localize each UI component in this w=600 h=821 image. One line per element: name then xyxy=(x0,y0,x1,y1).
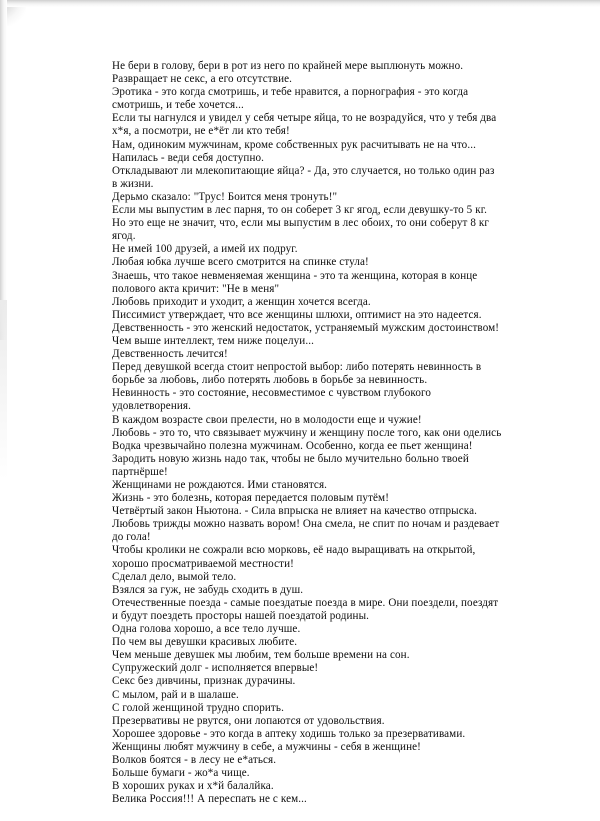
document-text-line: С мылом, рай и в шалаше. xyxy=(112,688,239,701)
document-text-line: Одна голова хорошо, а все тело лучше. xyxy=(112,623,301,636)
document-text-line: Зародить новую жизнь надо так, чтобы не было мучительно больно твоей партнёрше! xyxy=(112,452,469,478)
document-text-line: Больше бумаги - жо*а чище. xyxy=(112,767,250,780)
document-text-line: Знаешь, что такое невменяемая женщина - это та женщина, которая в конце полового акта кричит: "Не в меня" xyxy=(112,269,478,295)
document-text-line: Любая юбка лучше всего смотрится на спинке стула! xyxy=(112,256,369,269)
document-text-line: Жизнь - это болезнь, которая передается половым путём! xyxy=(112,492,389,505)
document-text-line: Невинность - это состояние, несовместимое с чувством глубокого удовлетворения. xyxy=(112,387,432,413)
document-text-line: Не имей 100 друзей, а имей их подруг. xyxy=(112,243,298,256)
document-text-line: Любовь трижды можно назвать вором! Она смела, не спит по ночам и раздевает до гола! xyxy=(112,518,500,544)
document-text-line: В хороших руках и х*й балалйка. xyxy=(112,780,274,793)
document-text-line: Пиccимист утверждает, что все женщины шлюхи, оптимист на это надеется. xyxy=(112,308,482,321)
document-text-line: Женщинами не рождаются. Ими становятся. xyxy=(112,479,328,491)
document-text-line: Велика Россия!!! А переспать не с кем... xyxy=(112,793,307,806)
document-text-line: Хорошее здоровье - это когда в аптеку ходишь только за презервативами. xyxy=(112,727,466,740)
document-text-line: По чем вы девушки красивых любите. xyxy=(112,636,298,649)
document-text-line: С голой женщиной трудно спорить. xyxy=(112,701,284,714)
document-text-line: В каждом возрасте свои прелести, но в молодости еще и чужие! xyxy=(112,413,422,426)
document-text-line: Супружеский долг - исполняется впервые! xyxy=(112,662,319,675)
document-text-line: Эротика - это когда смотришь, и тебе нравится, а порнография - это когда смотришь, и тебе хочется... xyxy=(112,86,469,112)
document-text-line: Любовь - это то, что связывает мужчину и женщину после того, как они оделись xyxy=(112,426,502,439)
document-text-line: Четвёртый закон Ньютона. - Сила впрыска не влияет на качество отпрыска. xyxy=(112,505,477,518)
scan-edge-top xyxy=(0,0,600,7)
document-text-line: Девственность лечится! xyxy=(112,348,228,361)
document-text-line: Любовь приходит и уходит, а женщин хочется всегда. xyxy=(112,295,371,308)
document-text-line: Не бери в голову, бери в рот из него по крайней мере выплюнуть можно. xyxy=(112,60,464,72)
document-text-line: Волков боятся - в лесу не е*аться. xyxy=(112,753,277,766)
document-text-line: Чем выше интеллект, тем ниже поцелуи... xyxy=(112,334,314,347)
document-text-line: Напилась - веди себя доступно. xyxy=(112,151,265,164)
document-text-body xyxy=(112,60,502,806)
document-text-line: Презервативы не рвутся, они лопаются от удовольствия. xyxy=(112,714,385,727)
document-text-line: Женщины любят мужчину в себе, а мужчины - себя в женщине! xyxy=(112,740,421,753)
document-text-line: Секс без дивчины, признак дурачины. xyxy=(112,675,296,688)
document-text-line: Сделал дело, вымой тело. xyxy=(112,570,237,583)
document-text-line: Если ты нагнулся и увидел у себя четыре яйца, то не возрадуйся, что у тебя два х*я, а посмотри, не е*ёт ли кто тебя! xyxy=(112,112,497,138)
document-text-line: Дерьмо сказало: "Трус! Боится меня тронуть!" xyxy=(112,190,338,203)
document-text-line: Развращает не секс, а его отсутствие. xyxy=(112,73,293,86)
scan-edge-left xyxy=(0,0,7,340)
document-text-line: Водка чрезвычайно полезна мужчинам. Особенно, когда ее пьет женщина! xyxy=(112,439,473,452)
document-text-line: Взялся за гуж, не забудь сходить в душ. xyxy=(112,583,304,596)
document-text-line: Откладывают ли млекопитающие яйца? - Да, это случается, но только один раз в жизни. xyxy=(112,164,495,190)
scan-edge-left-fade xyxy=(0,300,7,480)
scan-corner-shadow xyxy=(0,0,26,26)
document-text-line: Нам, одиноким мужчинам, кроме собственных рук расчитывать не на что... xyxy=(112,138,476,151)
document-text-line: Девственность - это женский недостаток, устраняемый мужским достоинством! xyxy=(112,321,500,334)
document-text-line: Чем меньше девушек мы любим, тем больше времени на сон. xyxy=(112,649,410,662)
document-text-line: Чтобы кролики не сожрали всю морковь, её надо выращивать на открытой, хорошо просматриваемой местности! xyxy=(112,544,476,570)
document-text-line: Отечественные поезда - самые поездатые поезда в мире. Они поездели, поездят и будут поездеть просторы нашей поездатой родины. xyxy=(112,596,499,622)
document-text-line: Если мы выпустим в лес парня, то он соберет 3 кг ягод, если девушку-то 5 кг. Но это еще не значит, что, если мы выпустим в лес обоих, то они соберут 8 кг ягод. xyxy=(112,204,490,243)
document-text-line: Перед девушкой всегда стоит непростой выбор: либо потерять невинность в борьбе за любовь, либо потерять любовь в борьбе за невинность. xyxy=(112,361,482,387)
